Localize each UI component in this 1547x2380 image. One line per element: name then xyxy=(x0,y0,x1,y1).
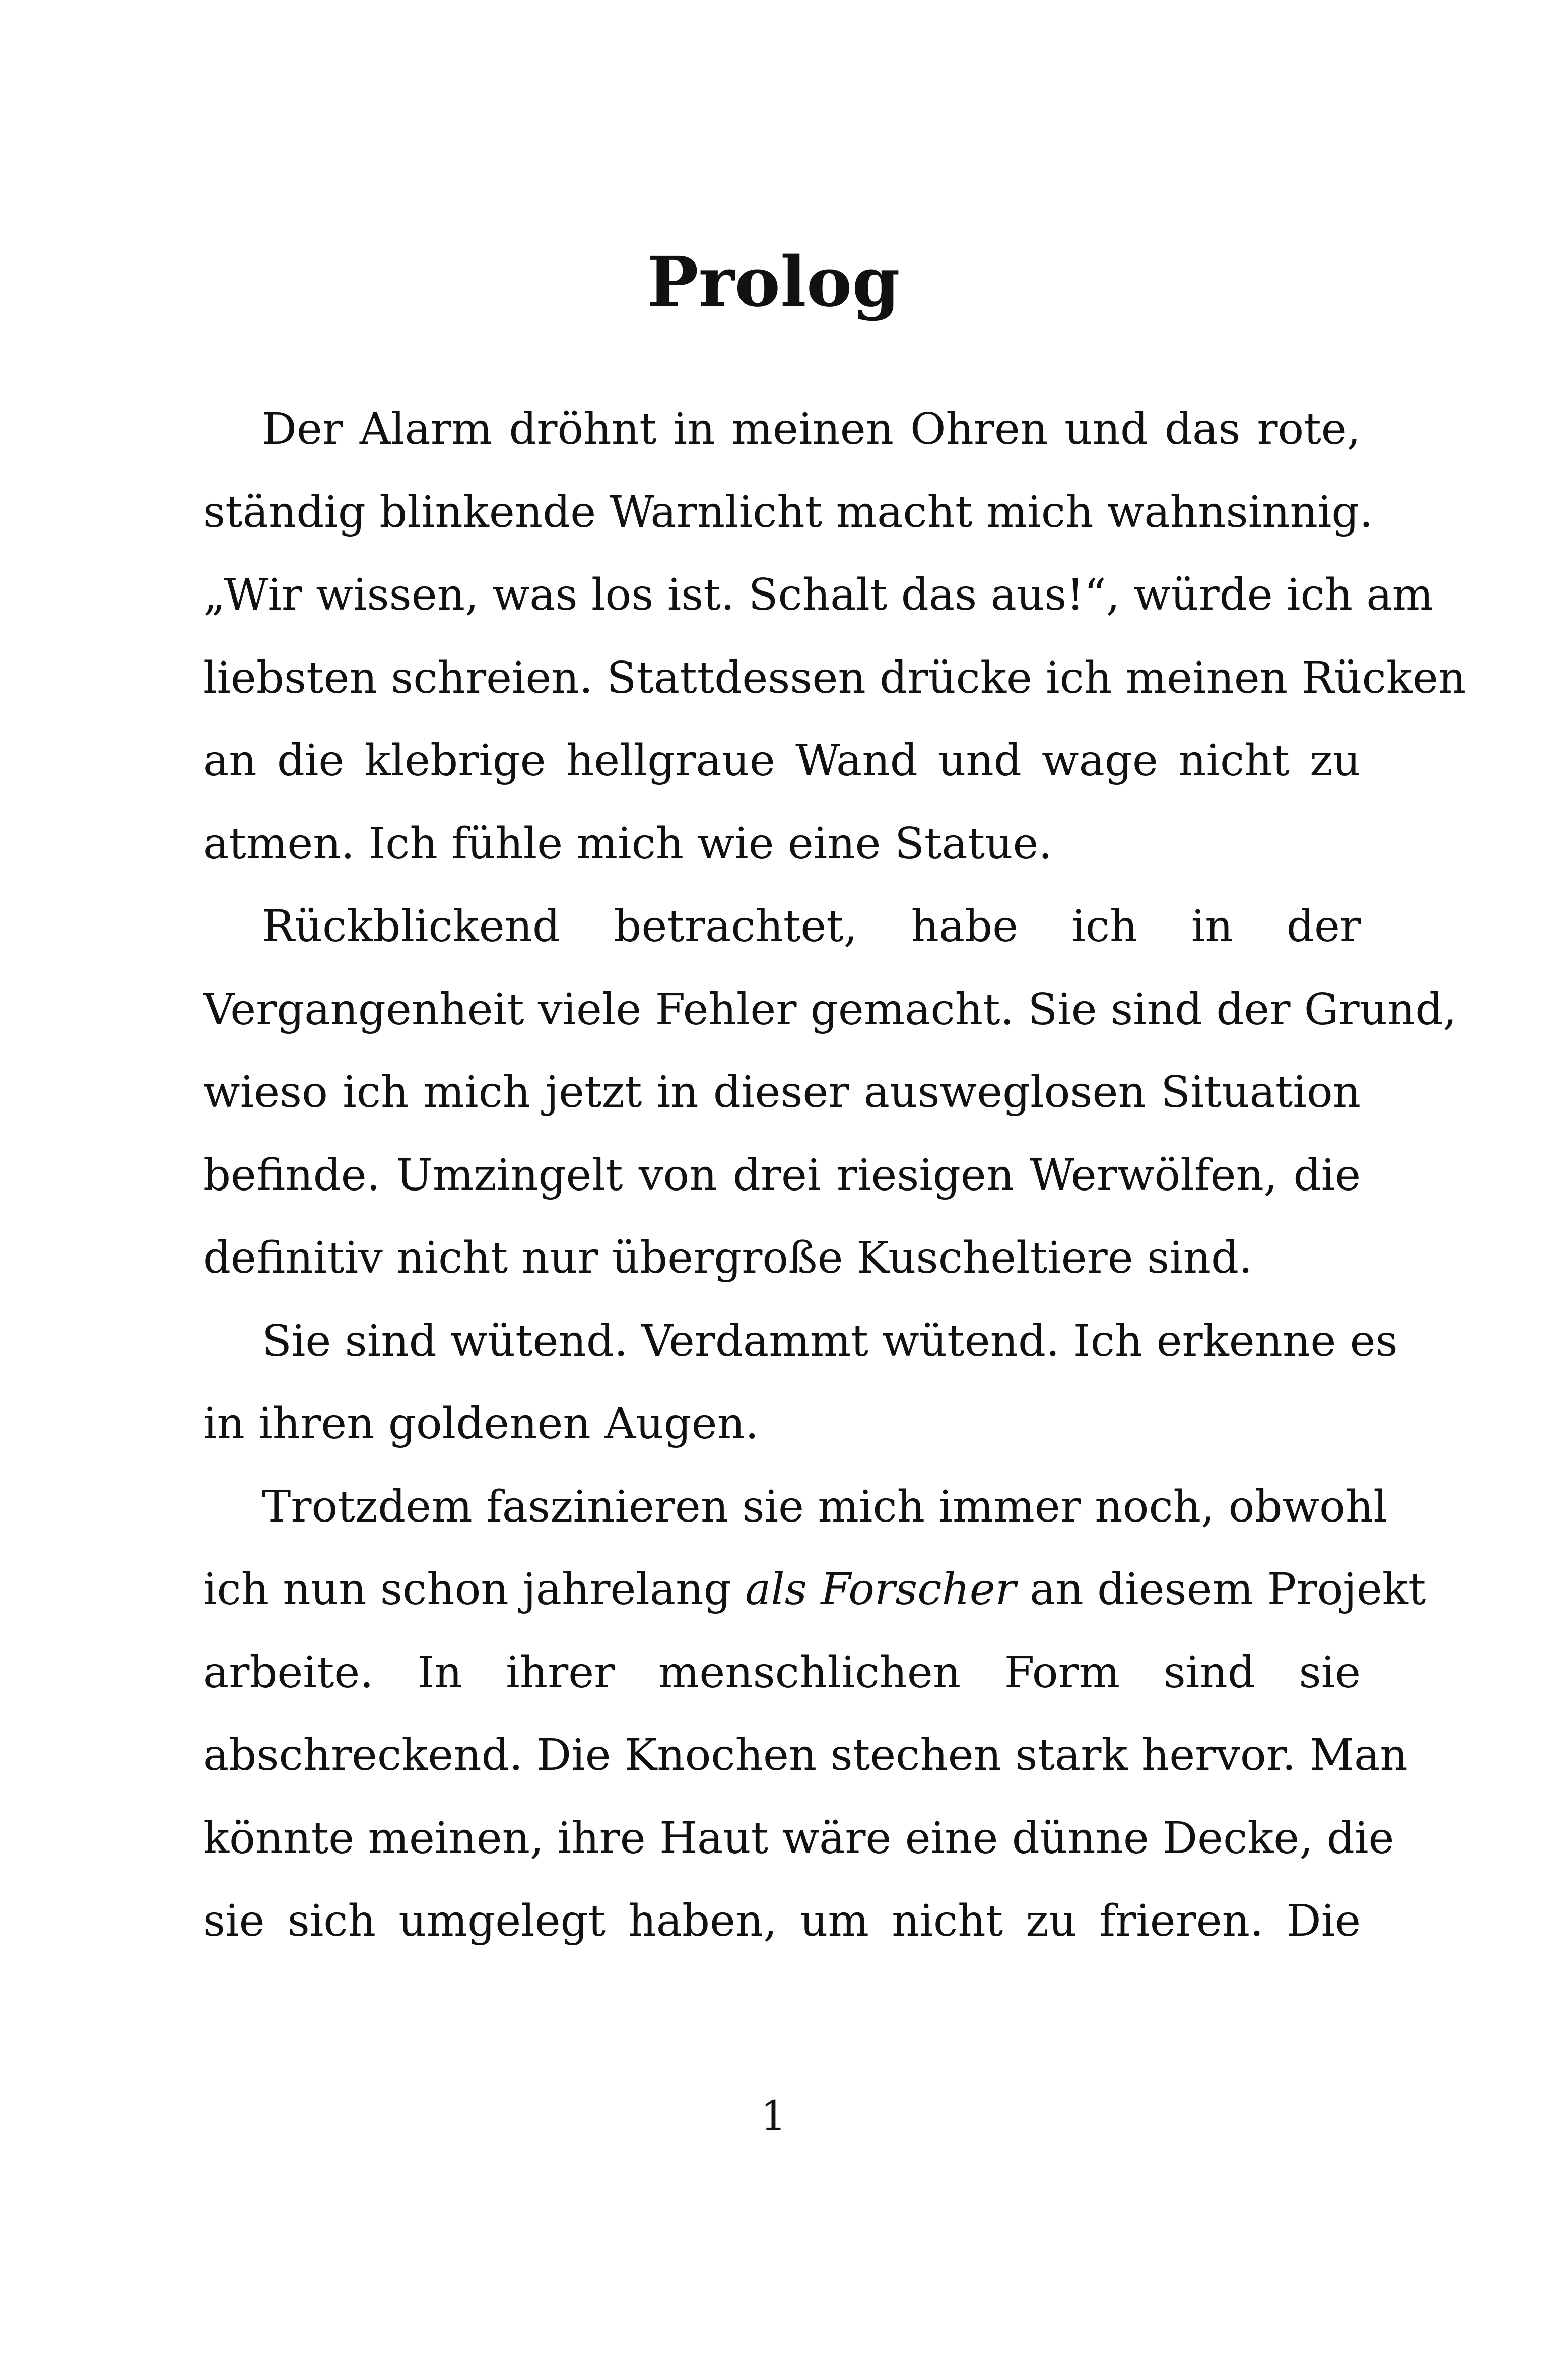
text-line: wieso ich mich jetzt in dieser ausweglosen Situation xyxy=(203,1067,1361,1117)
text-segment: ich nun schon jahrelang xyxy=(203,1564,745,1615)
text-line: Trotzdem faszinieren sie mich immer noch, obwohl xyxy=(262,1481,1387,1532)
text-line: Der Alarm dröhnt in meinen Ohren und das rote, xyxy=(262,404,1361,454)
italic-phrase: als Forscher xyxy=(745,1564,1016,1615)
text-segment: an diesem Projekt xyxy=(1016,1564,1426,1615)
text-line: Sie sind wütend. Verdammt wütend. Ich erkenne es xyxy=(262,1315,1398,1366)
text-line: Rückblickend betrachtet, habe ich in der xyxy=(262,901,1361,952)
text-line: sie sich umgelegt haben, um nicht zu frieren. Die xyxy=(203,1896,1361,1946)
text-line: in ihren goldenen Augen. xyxy=(203,1399,759,1449)
text-line: ständig blinkende Warnlicht macht mich wahnsinnig. xyxy=(203,487,1373,538)
text-line: liebsten schreien. Stattdessen drücke ich meinen Rücken xyxy=(203,652,1466,703)
text-line: an die klebrige hellgraue Wand und wage nicht zu xyxy=(203,736,1361,786)
chapter-title: Prolog xyxy=(647,242,900,322)
text-line: definitiv nicht nur übergroße Kuscheltiere sind. xyxy=(203,1233,1253,1283)
text-line: befinde. Umzingelt von drei riesigen Werwölfen, die xyxy=(203,1150,1361,1201)
text-line: Vergangenheit viele Fehler gemacht. Sie sind der Grund, xyxy=(203,984,1457,1035)
text-line: könnte meinen, ihre Haut wäre eine dünne Decke, die xyxy=(203,1813,1394,1864)
text-line: abschreckend. Die Knochen stechen stark hervor. Man xyxy=(203,1730,1408,1780)
text-line: „Wir wissen, was los ist. Schalt das aus!“, würde ich am xyxy=(203,570,1434,620)
text-line: arbeite. In ihrer menschlichen Form sind sie xyxy=(203,1647,1361,1698)
text-line xyxy=(203,1548,1426,1631)
text-line: atmen. Ich fühle mich wie eine Statue. xyxy=(203,818,1052,869)
page-number: 1 xyxy=(761,2092,786,2139)
